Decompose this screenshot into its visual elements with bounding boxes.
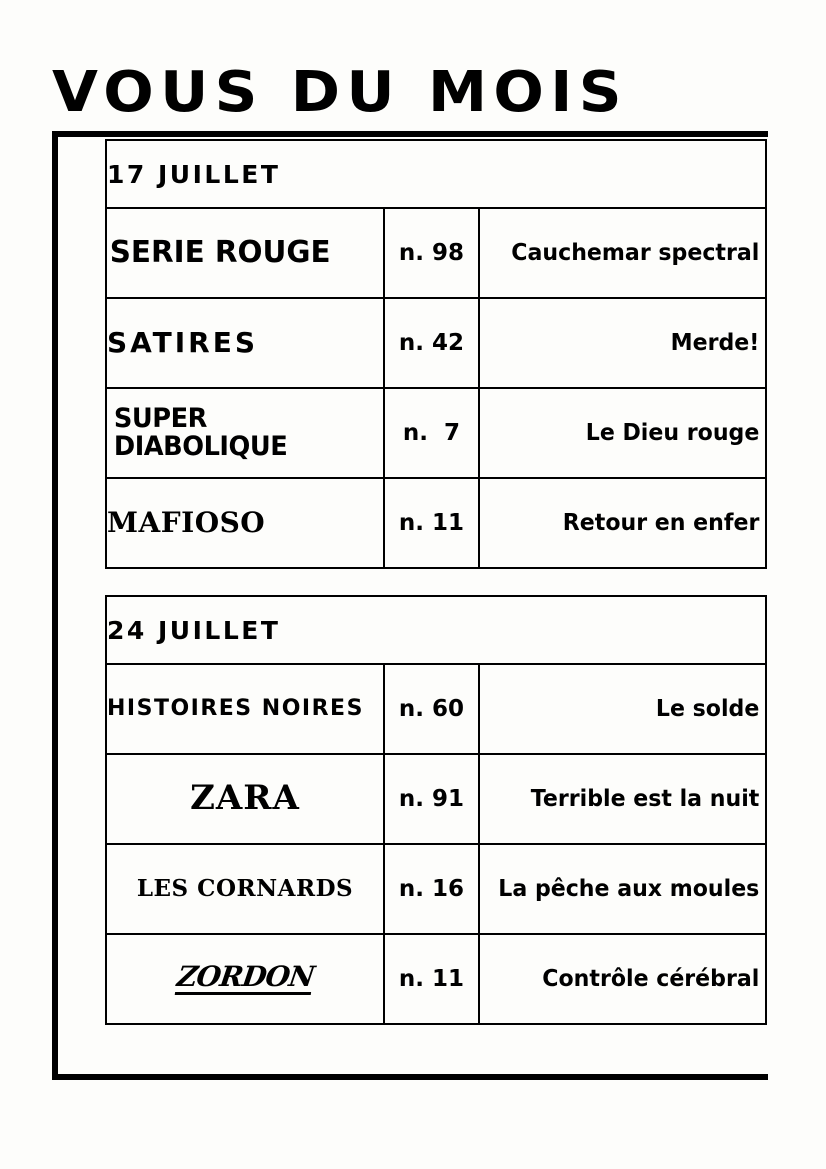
story-title: Retour en enfer (485, 478, 761, 568)
issue-number: n. 16 (384, 844, 479, 934)
series-title (106, 934, 384, 1024)
story-title: La pêche aux moules (485, 844, 761, 934)
issue-number: n. 60 (384, 664, 479, 754)
section-heading: 24 JUILLET (106, 596, 766, 664)
table-row (106, 478, 766, 568)
page-title-bar (52, 62, 752, 126)
story-title: Contrôle cérébral (485, 934, 761, 1024)
series-title: SATIRES (106, 298, 384, 388)
table-row (106, 754, 766, 844)
series-logo-cornards: LES CORNARDS (136, 874, 354, 902)
table-row (106, 208, 766, 298)
issue-number: n. 91 (384, 754, 479, 844)
story-title: Merde! (485, 298, 761, 388)
table-row (106, 664, 766, 754)
series-title: SERIE ROUGE (109, 208, 381, 298)
table-row (106, 934, 766, 1024)
story-title: Terrible est la nuit (485, 754, 761, 844)
spacer-cell (106, 568, 766, 596)
issue-number: n. 11 (384, 934, 479, 1024)
issue-number: n. 42 (384, 298, 479, 388)
issue-number: n. 98 (384, 208, 479, 298)
series-title (106, 844, 384, 934)
series-title: HISTOIRES NOIRES (106, 664, 384, 754)
series-title: MAFIOSO (106, 478, 384, 568)
story-title: Cauchemar spectral (485, 208, 761, 298)
table-row (106, 844, 766, 934)
releases-table (105, 139, 767, 1025)
issue-number: n. 7 (384, 388, 479, 478)
story-title: Le Dieu rouge (485, 388, 761, 478)
page-title: VOUS DU MOIS (52, 60, 628, 125)
issue-number: n. 11 (384, 478, 479, 568)
table-row (106, 298, 766, 388)
section-header-row (106, 596, 766, 664)
series-logo-zara: ZARA (190, 778, 300, 819)
series-logo-zordon: ZORDON (174, 962, 315, 995)
section-header-row (106, 140, 766, 208)
story-title: Le solde (485, 664, 761, 754)
section-heading: 17 JUILLET (106, 140, 766, 208)
section-spacer (106, 568, 766, 596)
series-title (106, 754, 384, 844)
table-row (106, 388, 766, 478)
series-title: SUPER DIABOLIQUE (113, 388, 377, 478)
